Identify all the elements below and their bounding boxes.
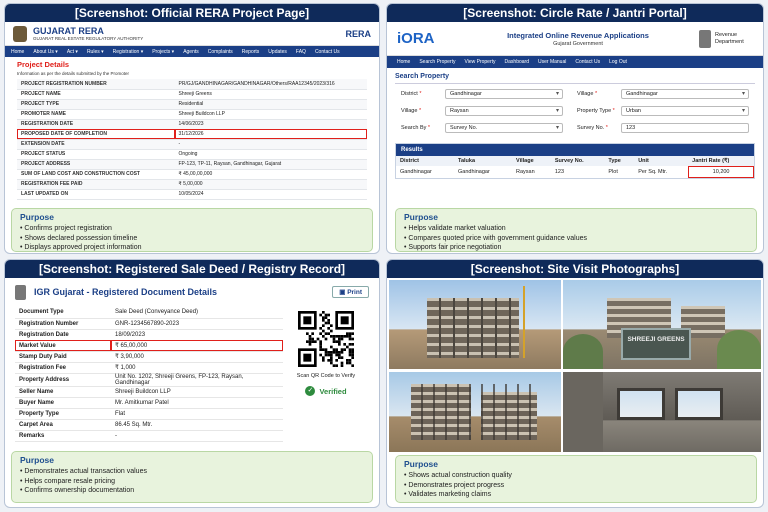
purpose-item: • Demonstrates actual transaction values [20,467,364,477]
purpose-item: • Confirms ownership documentation [20,486,364,496]
purpose-item: • Helps validate market valuation [404,224,748,234]
row-key: Stamp Duty Paid [15,351,111,362]
table-row [15,362,283,373]
row-key: Remarks [15,430,111,441]
jantri-panel-title: [Screenshot: Circle Rate / Jantri Portal] [387,4,763,22]
search-property-title: Search Property [395,73,755,84]
deed-table [15,307,283,442]
row-key: Buyer Name [15,397,111,408]
row-value: Flat [111,408,283,419]
row-value: ₹ 65,00,000 [111,340,283,351]
row-value: ₹ 1,000 [111,362,283,373]
survey-no-label: Survey No. * [577,125,608,131]
nav-item[interactable]: Home [397,59,411,65]
village-select[interactable]: Gandhinagar ▾ [621,89,749,99]
table-row [15,397,283,408]
purpose-heading: Purpose [20,455,55,465]
table-row [17,189,367,199]
emblem-icon [15,285,26,300]
site-photo-interior [563,372,761,452]
project-sign: SHREEJI GREENS [627,336,685,343]
nav-item[interactable]: Search Property [419,59,456,65]
project-details-table [17,79,367,200]
results-column-header: Jantri Rate (₹) [688,156,754,166]
table-row [17,89,367,99]
table-row [17,99,367,109]
purpose-item: • Shows declared possession timeline [20,234,364,244]
nav-item[interactable]: Act ▾ [66,48,78,55]
results-cell: Plot [608,169,618,175]
rera-purpose-box [11,208,373,252]
row-key: Carpet Area [15,419,111,430]
nav-item[interactable]: Reports [241,48,260,55]
deed-panel [4,259,380,508]
purpose-item: • Validates marketing claims [404,490,748,500]
table-row [17,179,367,189]
row-value: 86.45 Sq. Mtr. [111,419,283,430]
results-cell: 123 [554,169,565,175]
table-row [15,419,283,430]
photos-panel [386,259,764,508]
village-label: Village * [577,91,598,97]
table-row [17,79,367,89]
table-row [15,329,283,340]
table-row [15,351,283,362]
nav-item[interactable]: Updates [268,48,287,55]
row-key: PROMOTER NAME [17,109,175,119]
table-row [15,318,283,329]
survey-no-input[interactable]: 123 [621,123,749,133]
results-cell: Per Sq. Mtr. [638,169,668,175]
search-by-label: Search By * [401,125,431,131]
site-photo-building-1 [389,280,561,369]
row-key: PROJECT NAME [17,89,175,99]
row-key: Registration Number [15,318,111,329]
row-value: 10/05/2024 [175,189,368,199]
rera-panel [4,3,380,254]
table-row [15,386,283,397]
row-key: SUM OF LAND COST AND CONSTRUCTION COST [17,169,175,179]
nav-item[interactable]: View Property [464,59,496,65]
row-value: Shreeji Buildcon LLP [175,109,368,119]
iora-nav [387,56,763,68]
table-row [17,119,367,129]
printer-icon: ▣ [339,289,348,296]
nav-item[interactable]: Contact Us [575,59,601,65]
row-value: 14/06/2023 [175,119,368,129]
row-key: Property Type [15,408,111,419]
row-value: ₹ 45,00,00,000 [175,169,368,179]
row-value: ₹ 5,00,000 [175,179,368,189]
purpose-item: • Demonstrates project progress [404,481,748,491]
gujarat-emblem-icon [13,26,27,42]
nav-item[interactable]: Log Out [609,59,627,65]
row-key: PROPOSED DATE OF COMPLETION [17,129,175,139]
purpose-item: • Shows actual construction quality [404,471,748,481]
row-key: REGISTRATION DATE [17,119,175,129]
results-table [396,156,754,178]
row-key: PROJECT ADDRESS [17,159,175,169]
iora-app-title: Integrated Online Revenue Applications [507,30,649,40]
deed-purpose-box [11,451,373,503]
rera-nav [5,46,379,57]
row-value: Shreeji Buildcon LLP [111,386,283,397]
row-value: Residential [175,99,368,109]
row-value: Shreeji Greens [175,89,368,99]
purpose-heading: Purpose [20,212,55,222]
rera-brand: GUJARAT RERA [33,26,104,36]
iora-logo: iORA [397,30,435,47]
nav-item[interactable]: Rules ▾ [86,48,104,55]
nav-item[interactable]: About Us ▾ [33,48,58,55]
table-row [17,149,367,159]
table-row [15,373,283,386]
row-value: 31/12/2026 [175,129,368,139]
revenue-dept: Revenue Department [715,31,744,45]
row-value: Sale Deed (Conveyance Deed) [111,307,283,318]
purpose-item: • Supports fair price negotiation [404,243,748,253]
district-label: District * [401,91,422,97]
row-value: Ongoing [175,149,368,159]
check-circle-icon: ✓ [305,386,315,396]
table-row [17,169,367,179]
purpose-heading: Purpose [404,212,439,222]
results-cell: 10,200 [688,166,754,178]
row-value: ₹ 3,90,000 [111,351,283,362]
results-column-header: District [396,156,454,166]
national-emblem-icon [699,30,711,48]
deed-panel-title: [Screenshot: Registered Sale Deed / Registry Record] [5,260,379,278]
purpose-item: • Confirms project registration [20,224,364,234]
results-column-header: Taluka [454,156,512,166]
row-value: - [111,430,283,441]
table-row [15,307,283,318]
results-column-header: Village [512,156,551,166]
results-column-header: Survey No. [551,156,605,166]
rera-panel-title: [Screenshot: Official RERA Project Page] [5,4,379,22]
table-row [15,430,283,441]
results-header: Results [396,144,754,156]
search-form [395,89,755,133]
results-cell: Gandhinagar [400,169,432,175]
row-key: EXTENSION DATE [17,139,175,149]
nav-item[interactable]: Complaints [207,48,233,55]
project-details-title: Project Details [17,60,70,69]
verified-badge: Verified [319,386,347,396]
row-value: Unit No. 1202, Shreeji Greens, FP-123, Raysan, Gandhinagar [111,373,283,386]
qr-code-icon[interactable] [298,311,354,367]
nav-item[interactable]: Home [11,48,25,55]
row-value: 18/09/2023 [111,329,283,340]
photos-panel-title: [Screenshot: Site Visit Photographs] [387,260,763,278]
row-key: LAST UPDATED ON [17,189,175,199]
property-type-select[interactable]: Urban ▾ [621,106,749,116]
qr-caption: Scan QR Code to Verify [296,373,356,379]
row-key: PROJECT REGISTRATION NUMBER [17,79,175,89]
row-key: REGISTRATION FEE PAID [17,179,175,189]
nav-item[interactable]: FAQ [295,48,306,55]
nav-item[interactable]: User Manual [538,59,567,65]
row-value: - [175,139,368,149]
nav-item[interactable]: Contact Us [314,48,340,55]
jantri-panel [386,3,764,254]
purpose-item: • Helps compare resale pricing [20,477,364,487]
property-type-label: Property Type * [577,108,615,114]
rera-logo-text: RERA [345,28,371,39]
district-select[interactable]: Gandhinagar ▾ [445,89,563,99]
nav-item[interactable]: Agents [183,48,199,55]
project-details-sub: Information as per the details submitted by the Promoter [17,71,130,76]
results-column-header: Unit [634,156,688,166]
table-row [17,139,367,149]
table-row [17,109,367,119]
purpose-item: • Compares quoted price with government guidance values [404,234,748,244]
nav-item[interactable]: Registration ▾ [112,48,144,55]
results-cell: Raysan [516,169,535,175]
igr-header: IGR Gujarat - Registered Document Details [34,287,218,297]
village2-label: Village * [401,108,422,114]
nav-item[interactable]: Projects ▾ [152,48,175,55]
row-key: Market Value [15,340,111,351]
row-key: PROJECT STATUS [17,149,175,159]
purpose-item: • Displays approved project information [20,243,364,253]
search-by-select[interactable]: Survey No. ▾ [445,123,563,133]
table-row [17,129,367,139]
results-column-header: Type [604,156,634,166]
row-value: PR/GJ/GANDHINAGAR/GANDHINAGAR/Others/RAA12345/2023/316 [175,79,368,89]
village2-select[interactable]: Raysan ▾ [445,106,563,116]
row-key: Seller Name [15,386,111,397]
row-value: Mr. Amitkumar Patel [111,397,283,408]
purpose-heading: Purpose [404,459,439,469]
table-row [15,340,283,351]
row-key: Registration Date [15,329,111,340]
site-photo-building-2 [389,372,561,452]
jantri-purpose-box [395,208,757,252]
results-cell: Gandhinagar [458,169,490,175]
print-button[interactable]: ▣ Print [332,286,369,298]
site-photo-entrance-sign [563,280,761,369]
row-key: Document Type [15,307,111,318]
photos-purpose-box [395,455,757,503]
rera-brand-sub: GUJARAT REAL ESTATE REGULATORY AUTHORITY [33,36,144,41]
nav-item[interactable]: Dashboard [504,59,529,65]
row-key: Registration Fee [15,362,111,373]
table-row [17,159,367,169]
row-value: FP-123, TP-11, Raysan, Gandhinagar, Gujarat [175,159,368,169]
row-key: Property Address [15,373,111,386]
row-value: GNR-1234567890-2023 [111,318,283,329]
iora-app-sub: Gujarat Government [553,40,603,47]
table-row [15,408,283,419]
row-key: PROJECT TYPE [17,99,175,109]
